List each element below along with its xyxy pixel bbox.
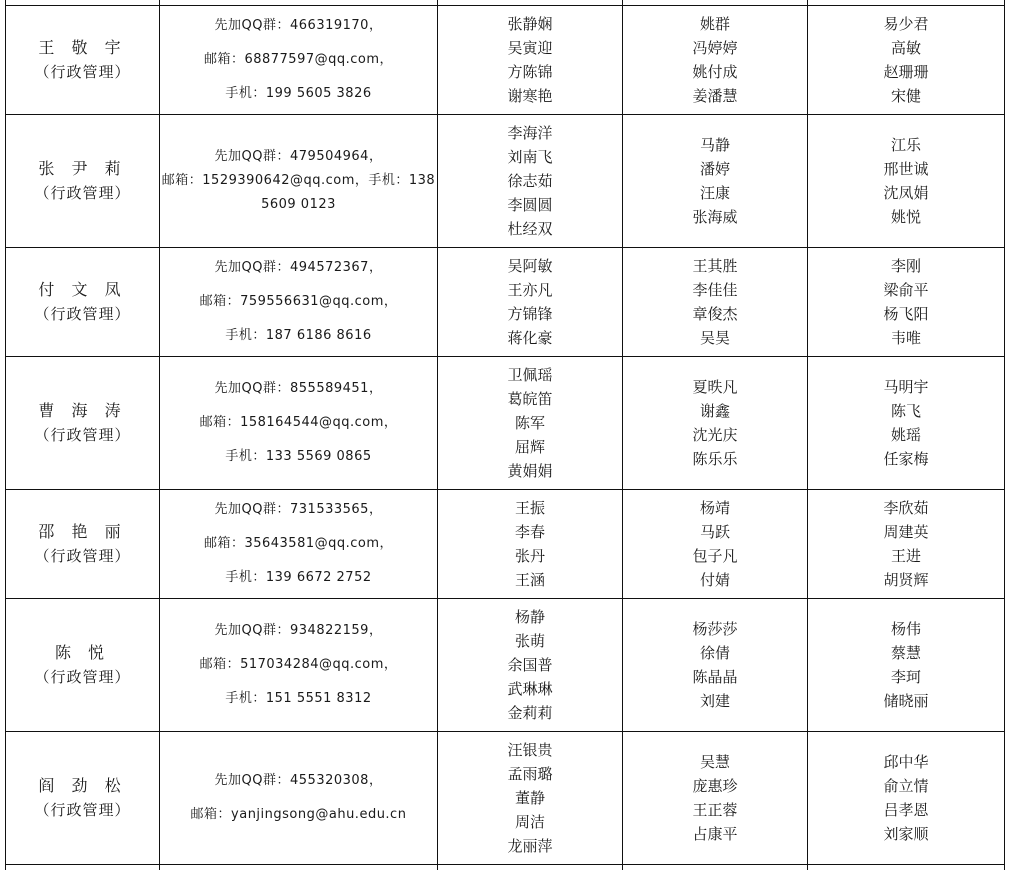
table-cell-col3	[438, 248, 622, 356]
advisor-department: （行政管理）	[34, 184, 131, 202]
student-name: 张丹	[514, 547, 545, 565]
table-cell-col3	[438, 115, 622, 247]
student-name: 任家梅	[883, 450, 929, 468]
student-name: 吴阿敏	[507, 257, 553, 275]
table-cell-col3	[438, 6, 622, 114]
student-name: 章俊杰	[692, 305, 738, 323]
student-name: 李春	[514, 523, 545, 541]
advisor-department: （行政管理）	[34, 426, 131, 444]
contact-line: 手机：199 5605 3826	[225, 86, 372, 101]
student-name: 方锦锋	[507, 305, 553, 323]
table-cell-name	[6, 732, 159, 864]
contact-line: 邮箱：759556631@qq.com，	[199, 294, 398, 309]
student-name: 姚付成	[692, 63, 738, 81]
student-name: 刘南飞	[507, 148, 553, 166]
student-name: 付婧	[699, 571, 730, 589]
student-name: 徐倩	[699, 644, 730, 662]
student-name: 余国普	[507, 656, 553, 674]
student-name: 汪康	[699, 184, 730, 202]
advisor-department: （行政管理）	[34, 63, 131, 81]
contact-line: 邮箱：35643581@qq.com，	[203, 536, 394, 551]
student-name: 杜经双	[507, 220, 553, 238]
student-name: 高敏	[890, 39, 921, 57]
student-name: 刘建	[699, 692, 730, 710]
student-name: 姚瑶	[890, 426, 921, 444]
table-cell-col4	[623, 115, 807, 247]
student-name: 姜潘慧	[692, 87, 738, 105]
student-name: 吴寅迎	[507, 39, 553, 57]
student-name: 董静	[514, 789, 545, 807]
table-cell-name	[6, 490, 159, 598]
row-divider	[5, 864, 1005, 865]
contact-line: 手机：151 5551 8312	[225, 691, 372, 706]
table-cell-col5	[808, 599, 1004, 731]
advisor-name: 曹 海 涛	[38, 401, 127, 420]
advisor-name: 陈 悦	[54, 643, 111, 662]
contact-line: 邮箱：517034284@qq.com，	[199, 657, 398, 672]
advisor-name: 付 文 凤	[38, 280, 127, 299]
contact-line: 邮箱：yanjingsong@ahu.edu.cn	[190, 807, 407, 822]
student-name: 谢寒艳	[507, 87, 553, 105]
table-cell-col5	[808, 115, 1004, 247]
advisor-department: （行政管理）	[34, 801, 131, 819]
student-name: 王进	[890, 547, 921, 565]
contact-line: 先加QQ群：855589451，	[214, 381, 383, 396]
table-cell-name	[6, 599, 159, 731]
student-name: 王正蓉	[692, 801, 738, 819]
student-name: 邱中华	[883, 753, 929, 771]
contact-line: 先加QQ群：494572367，	[214, 260, 383, 275]
student-name: 马跃	[699, 523, 730, 541]
table-cell-col5	[808, 6, 1004, 114]
student-name: 沈凤娟	[883, 184, 929, 202]
student-name: 方陈锦	[507, 63, 553, 81]
student-name: 马静	[699, 136, 730, 154]
table-cell-name	[6, 357, 159, 489]
table-cell-contact	[160, 248, 437, 356]
table-cell-col5	[808, 248, 1004, 356]
contact-line: 手机：187 6186 8616	[225, 328, 372, 343]
table-cell-col4	[623, 490, 807, 598]
advisor-department: （行政管理）	[34, 305, 131, 323]
contact-line: 邮箱：68877597@qq.com，	[203, 52, 394, 67]
student-name: 孟雨璐	[507, 765, 553, 783]
student-name: 张静娴	[507, 15, 553, 33]
table-cell-contact	[160, 115, 437, 247]
student-name: 屈辉	[514, 438, 545, 456]
advisor-department: （行政管理）	[34, 547, 131, 565]
student-name: 马明宇	[883, 378, 929, 396]
student-name: 吕孝恩	[883, 801, 929, 819]
student-name: 李佳佳	[692, 281, 738, 299]
student-name: 汪银贵	[507, 741, 553, 759]
student-name: 庞惠珍	[692, 777, 738, 795]
table-cell-contact	[160, 599, 437, 731]
contact-line: 先加QQ群：934822159，	[214, 623, 383, 638]
table-cell-col3	[438, 357, 622, 489]
student-name: 占康平	[692, 825, 738, 843]
table-cell-col4	[623, 357, 807, 489]
student-name: 宋健	[890, 87, 921, 105]
advisor-name: 张 尹 莉	[38, 159, 127, 178]
table-cell-contact	[160, 732, 437, 864]
student-name: 杨靖	[699, 499, 730, 517]
advisor-name: 邵 艳 丽	[38, 522, 127, 541]
table-cell-col3	[438, 599, 622, 731]
student-name: 潘婷	[699, 160, 730, 178]
advisor-name: 王 敬 宇	[38, 38, 127, 57]
table-cell-name	[6, 248, 159, 356]
student-name: 吴慧	[699, 753, 730, 771]
student-name: 葛皖笛	[507, 390, 553, 408]
student-name: 徐志茹	[507, 172, 553, 190]
student-name: 李刚	[890, 257, 921, 275]
table-cell-col3	[438, 490, 622, 598]
table-cell-contact	[160, 6, 437, 114]
table-cell-col5	[808, 490, 1004, 598]
advisor-name: 阎 劲 松	[38, 776, 127, 795]
student-name: 龙丽萍	[507, 837, 553, 855]
contact-line: 先加QQ群：455320308，	[214, 773, 383, 788]
student-name: 金莉莉	[507, 704, 553, 722]
student-name: 武琳琳	[507, 680, 553, 698]
student-name: 邢世诚	[883, 160, 929, 178]
student-name: 俞立情	[883, 777, 929, 795]
student-name: 刘家顺	[883, 825, 929, 843]
table-cell-contact	[160, 357, 437, 489]
contact-line: 手机：133 5569 0865	[225, 449, 372, 464]
student-name: 储晓丽	[883, 692, 929, 710]
student-name: 王其胜	[692, 257, 738, 275]
student-name: 陈军	[514, 414, 545, 432]
table-cell-col5	[808, 732, 1004, 864]
student-name: 江乐	[890, 136, 921, 154]
student-name: 杨伟	[890, 620, 921, 638]
student-name: 李欣茹	[883, 499, 929, 517]
student-name: 张海威	[692, 208, 738, 226]
student-name: 包子凡	[692, 547, 738, 565]
student-name: 卫佩瑶	[507, 366, 553, 384]
student-name: 张萌	[514, 632, 545, 650]
table-cell-col3	[438, 732, 622, 864]
student-name: 杨静	[514, 608, 545, 626]
student-name: 李圆圆	[507, 196, 553, 214]
student-name: 夏昳凡	[692, 378, 738, 396]
student-name: 谢鑫	[699, 402, 730, 420]
student-name: 吴昊	[699, 329, 730, 347]
contact-line: 先加QQ群：466319170，	[214, 18, 383, 33]
table-cell-col4	[623, 248, 807, 356]
student-name: 周建英	[883, 523, 929, 541]
student-name: 李海洋	[507, 124, 553, 142]
student-name: 陈乐乐	[692, 450, 738, 468]
table-cell-col5	[808, 357, 1004, 489]
student-name: 陈飞	[890, 402, 921, 420]
student-name: 周洁	[514, 813, 545, 831]
advisor-department: （行政管理）	[34, 668, 131, 686]
table-cell-col4	[623, 599, 807, 731]
table-cell-col4	[623, 6, 807, 114]
contact-line: 先加QQ群：731533565，	[214, 502, 383, 517]
student-name: 赵珊珊	[883, 63, 929, 81]
student-name: 杨莎莎	[692, 620, 738, 638]
student-name: 姚群	[699, 15, 730, 33]
student-name: 沈光庆	[692, 426, 738, 444]
student-name: 杨飞阳	[883, 305, 929, 323]
contact-line: 手机：139 6672 2752	[225, 570, 372, 585]
table-cell-contact	[160, 490, 437, 598]
student-name: 王涵	[514, 571, 545, 589]
contact-line: 邮箱：158164544@qq.com，	[199, 415, 398, 430]
student-name: 易少君	[883, 15, 929, 33]
student-name: 姚悦	[890, 208, 921, 226]
student-name: 胡贤辉	[883, 571, 929, 589]
student-name: 陈晶晶	[692, 668, 738, 686]
table-cell-name	[6, 6, 159, 114]
student-name: 韦唯	[890, 329, 921, 347]
student-name: 李珂	[890, 668, 921, 686]
student-name: 冯婷婷	[692, 39, 738, 57]
student-name: 王亦凡	[507, 281, 553, 299]
student-name: 黄娟娟	[507, 462, 553, 480]
contact-line: 5609 0123	[261, 197, 336, 212]
contact-line: 先加QQ群：479504964，	[214, 149, 383, 164]
column-divider	[1004, 0, 1005, 870]
student-name: 蒋化豪	[507, 329, 553, 347]
table-cell-name	[6, 115, 159, 247]
contact-line: 邮箱：1529390642@qq.com，手机：138	[161, 173, 436, 188]
table-cell-col4	[623, 732, 807, 864]
student-name: 梁俞平	[883, 281, 929, 299]
student-name: 蔡慧	[890, 644, 921, 662]
student-name: 王振	[514, 499, 545, 517]
